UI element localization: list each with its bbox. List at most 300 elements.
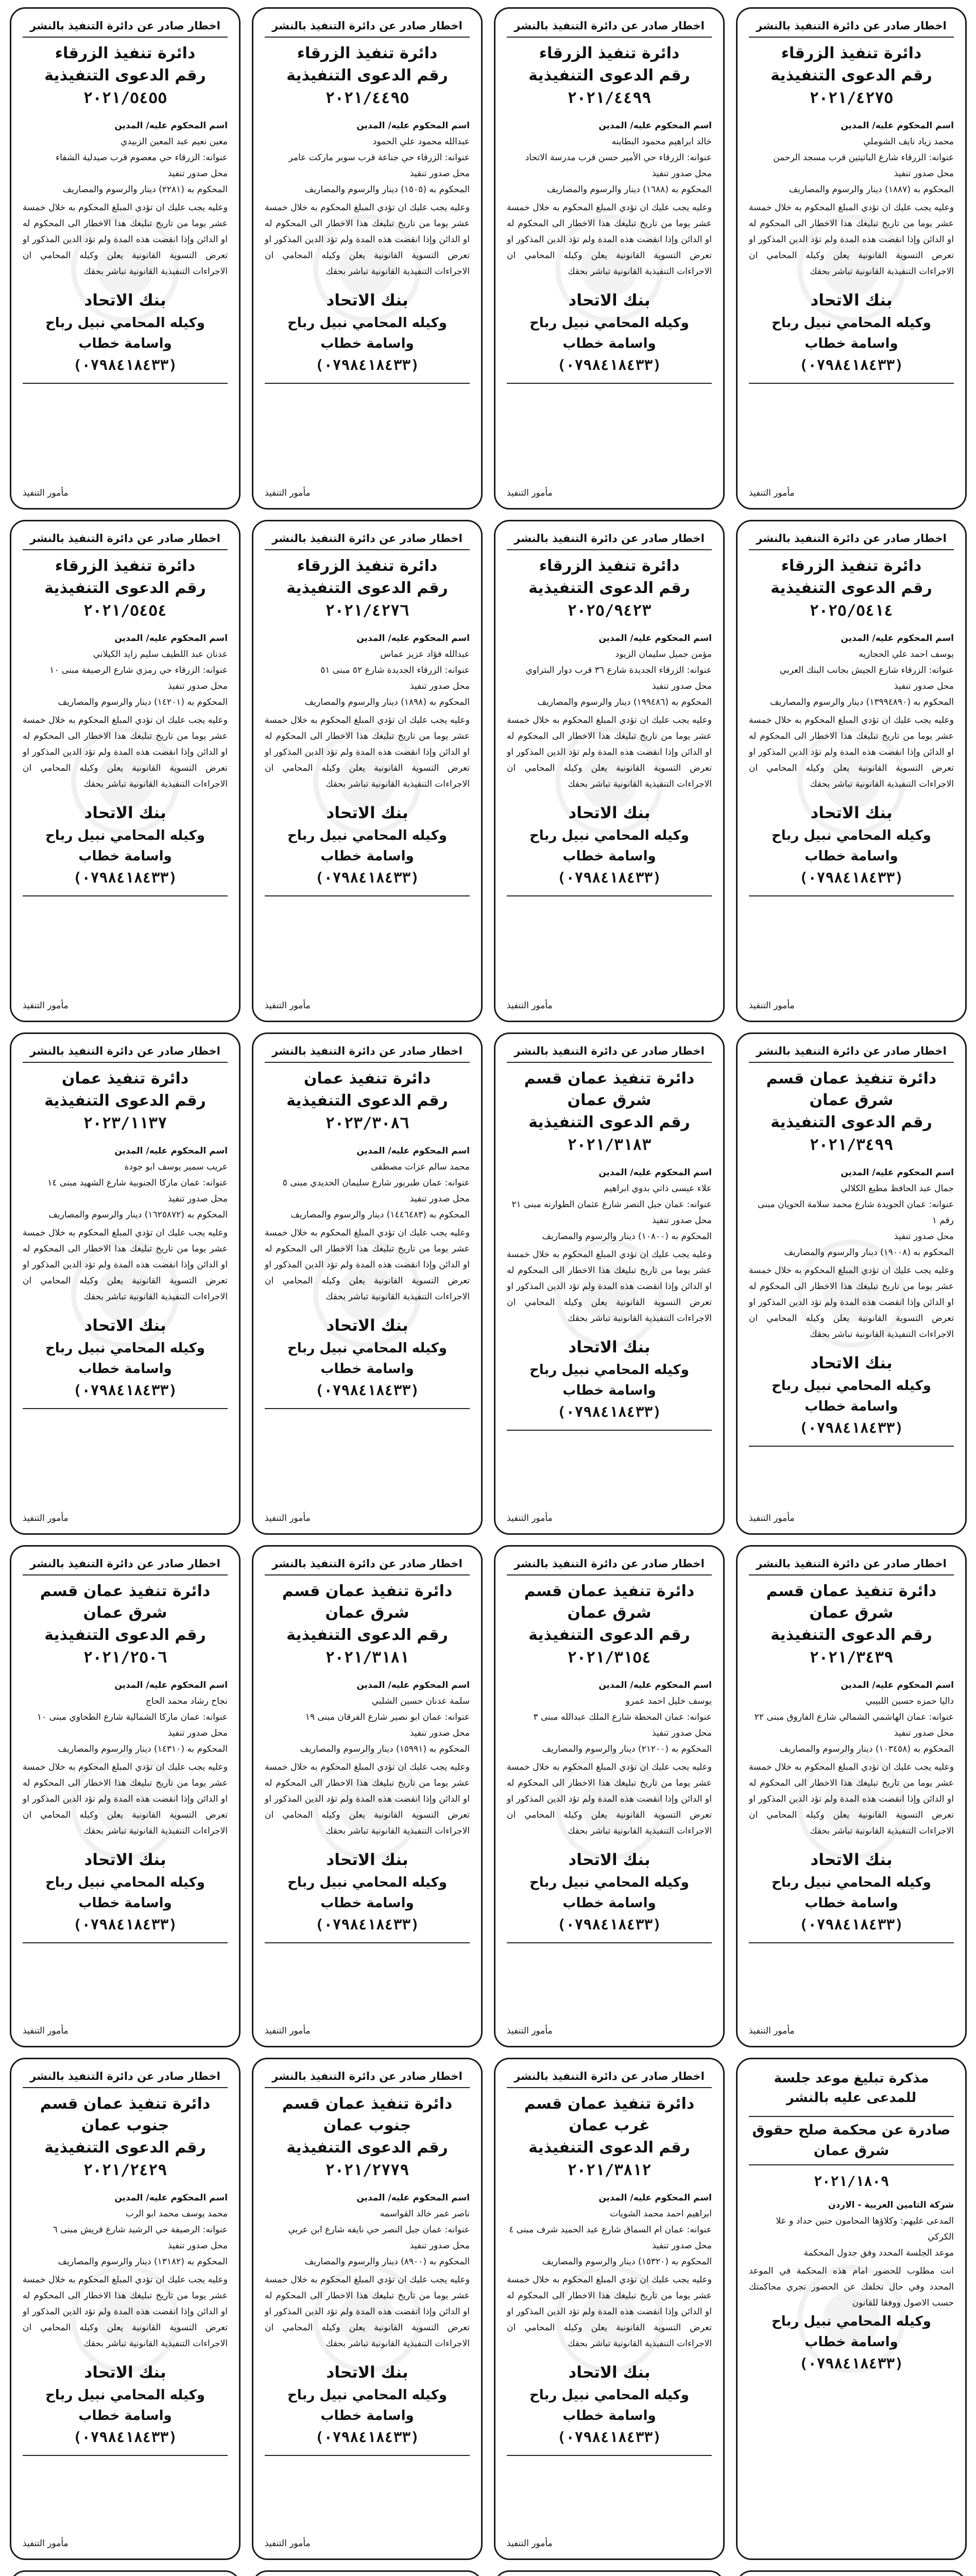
case-label: رقم الدعوى التنفيذية	[770, 1113, 932, 1131]
debtor-name: ناصر عمر خالد القواسمه	[380, 2209, 470, 2219]
notice-title: اخطار صادر عن دائرة التنفيذ بالنشر	[265, 531, 470, 550]
notice-title: اخطار صادر عن دائرة التنفيذ بالنشر	[507, 2069, 712, 2088]
place-label: محل صدور تنفيذ	[652, 2241, 712, 2251]
legal-notice	[494, 2058, 725, 2560]
phone-number: (٠٧٩٨٤١٨٤٣٣)	[315, 1382, 420, 1399]
notice-body: وعليه يجب عليك ان تؤدي المبلغ المحكوم به خلال خمسة عشر يوما من تاريخ تبليغك هذا الاخطار الى المحكوم له او الدائن وإذا انقضت هذه المدة ولم تؤد الدين المذكور او تعرض التسوية القانونية يعلن وكيله المحامي ان الاجراءات التنفيذية القانونية تباشر بحقك	[23, 1762, 228, 1836]
legal-notice	[494, 7, 725, 510]
place-label: محل صدور تنفيذ	[167, 1728, 228, 1738]
case-number: ٢٠٢٣/٣٠٨٦	[325, 1114, 409, 1132]
legal-notice	[252, 1032, 483, 1535]
place-label: محل صدور تنفيذ	[652, 168, 712, 179]
place-label: محل صدور تنفيذ	[409, 2241, 470, 2251]
lawyer-name: وكيله المحامي نبيل رباح واسامة خطاب	[45, 1341, 205, 1377]
department-name: دائرة تنفيذ الزرقاء	[539, 557, 680, 575]
place-label: محل صدور تنفيذ	[167, 1194, 228, 1204]
debtor-address: عنوانه: الزرقاء شارع الجيش بجانب البنك العربي	[779, 665, 954, 675]
bank-name: بنك الاتحاد	[84, 1316, 166, 1335]
notice-title: اخطار صادر عن دائرة التنفيذ بالنشر	[23, 18, 228, 38]
notice-body: وعليه يجب عليك ان تؤدي المبلغ المحكوم به خلال خمسة عشر يوما من تاريخ تبليغك هذا الاخطار الى المحكوم له او الدائن وإذا انقضت هذه المدة ولم تؤد الدين المذكور او تعرض التسوية القانونية يعلن وكيله المحامي ان الاجراءات التنفيذية القانونية تباشر بحقك	[265, 1228, 470, 1302]
debtor-label: اسم المحكوم عليه/ المدين	[114, 633, 228, 643]
amount-text: المحكوم به (٢٢٨١) دينار والرسوم والمصاريف	[62, 184, 228, 195]
debtor-label: اسم المحكوم عليه/ المدين	[841, 1680, 954, 1690]
footer-officer: مأمور التنفيذ	[749, 1001, 795, 1011]
hearing-date: موعد الجلسة المحدد وفق جدول المحكمة	[803, 2248, 954, 2258]
divider	[265, 895, 470, 896]
footer-officer: مأمور التنفيذ	[23, 1513, 69, 1523]
case-label: رقم الدعوى التنفيذية	[770, 66, 932, 84]
notice-body: وعليه يجب عليك ان تؤدي المبلغ المحكوم به خلال خمسة عشر يوما من تاريخ تبليغك هذا الاخطار الى المحكوم له او الدائن وإذا انقضت هذه المدة ولم تؤد الدين المذكور او تعرض التسوية القانونية يعلن وكيله المحامي ان الاجراءات التنفيذية القانونية تباشر بحقك	[23, 1228, 228, 1302]
notice-title: اخطار صادر عن دائرة التنفيذ بالنشر	[265, 2069, 470, 2088]
debtor-address: عنوانه: الزرقاء حي معصوم قرب صيدلية الشفاء	[56, 152, 228, 163]
case-number: ٢٠٢٥/٥٤١٤	[809, 602, 894, 620]
divider	[265, 2455, 470, 2456]
case-label: رقم الدعوى التنفيذية	[44, 2139, 206, 2157]
case-label: رقم الدعوى التنفيذية	[44, 1626, 206, 1644]
divider	[23, 383, 228, 384]
case-label: رقم الدعوى التنفيذية	[770, 579, 932, 597]
legal-notice	[736, 1545, 967, 2047]
notice-title: اخطار صادر عن دائرة التنفيذ بالنشر	[265, 1556, 470, 1575]
case-label: رقم الدعوى التنفيذية	[528, 66, 690, 84]
footer-officer: مأمور التنفيذ	[265, 1001, 311, 1011]
notice-title: مذكرة تبليغ موعد جلسة للمدعى عليه بالنشر	[774, 2071, 929, 2106]
debtor-address: عنوانه: عمان الهاشمي الشمالي شارع الفاروق مبنى ٢٢	[754, 1712, 954, 1722]
lawyer-name: وكيله المحامي نبيل رباح واسامة خطاب	[772, 1875, 931, 1911]
legal-notice	[10, 2570, 241, 2576]
footer-officer: مأمور التنفيذ	[507, 1001, 553, 1011]
debtor-name: محمد سالم عزات مصطفى	[371, 1162, 470, 1172]
footer-officer: مأمور التنفيذ	[265, 1513, 311, 1523]
case-number: ٢٠٢١/٤٤٩٥	[325, 89, 409, 107]
notice-body: وعليه يجب عليك ان تؤدي المبلغ المحكوم به خلال خمسة عشر يوما من تاريخ تبليغك هذا الاخطار الى المحكوم له او الدائن وإذا انقضت هذه المدة ولم تؤد الدين المذكور او تعرض التسوية القانونية يعلن وكيله المحامي ان الاجراءات التنفيذية القانونية تباشر بحقك	[749, 1265, 954, 1340]
lawyer-name: وكيله المحامي نبيل رباح واسامة خطاب	[287, 315, 447, 351]
footer-officer: مأمور التنفيذ	[749, 1513, 795, 1523]
divider	[23, 2455, 228, 2456]
notice-body: وعليه يجب عليك ان تؤدي المبلغ المحكوم به خلال خمسة عشر يوما من تاريخ تبليغك هذا الاخطار الى المحكوم له او الدائن وإذا انقضت هذه المدة ولم تؤد الدين المذكور او تعرض التسوية القانونية يعلن وكيله المحامي ان الاجراءات التنفيذية القانونية تباشر بحقك	[507, 202, 712, 277]
legal-notice	[252, 7, 483, 510]
lawyer-name: وكيله المحامي نبيل رباح واسامة خطاب	[287, 2387, 447, 2424]
department-name: دائرة تنفيذ عمان قسم شرق عمان	[524, 1070, 695, 1109]
debtor-address: عنوانه: عمان ماركا الجنوبية شارع الشهيد مبنى ١٤	[47, 1178, 228, 1188]
notice-body: وعليه يجب عليك ان تؤدي المبلغ المحكوم به خلال خمسة عشر يوما من تاريخ تبليغك هذا الاخطار الى المحكوم له او الدائن وإذا انقضت هذه المدة ولم تؤد الدين المذكور او تعرض التسوية القانونية يعلن وكيله المحامي ان الاجراءات التنفيذية القانونية تباشر بحقك	[265, 202, 470, 277]
debtor-label: اسم المحكوم عليه/ المدين	[598, 121, 712, 131]
footer-officer: مأمور التنفيذ	[265, 2538, 311, 2549]
phone-number: (٠٧٩٨٤١٨٤٣٣)	[557, 357, 662, 374]
legal-notice	[736, 520, 967, 1022]
notice-body: وعليه يجب عليك ان تؤدي المبلغ المحكوم به خلال خمسة عشر يوما من تاريخ تبليغك هذا الاخطار الى المحكوم له او الدائن وإذا انقضت هذه المدة ولم تؤد الدين المذكور او تعرض التسوية القانونية يعلن وكيله المحامي ان الاجراءات التنفيذية القانونية تباشر بحقك	[265, 715, 470, 789]
divider	[507, 1430, 712, 1431]
case-number: ٢٠٢١/٤٢٧٥	[809, 89, 894, 107]
case-number: ٢٠٢١/٤٢٧٦	[325, 602, 409, 620]
debtor-label: اسم المحكوم عليه/ المدين	[598, 2193, 712, 2203]
divider	[507, 2455, 712, 2456]
legal-notice	[736, 2570, 967, 2576]
bank-name: بنك الاتحاد	[84, 291, 166, 310]
case-label: رقم الدعوى التنفيذية	[44, 1092, 206, 1110]
footer-officer: مأمور التنفيذ	[749, 2026, 795, 2036]
footer-officer: مأمور التنفيذ	[265, 488, 311, 498]
debtor-address: عنوانه: الزرقاء حي رمزي شارع الرصيفة مبنى ١٠	[49, 665, 228, 675]
department-name: دائرة تنفيذ عمان قسم شرق عمان	[766, 1582, 937, 1622]
amount-text: المحكوم به (١٠٨٠٠) دينار والرسوم والمصاريف	[542, 1231, 712, 1242]
debtor-label: اسم المحكوم عليه/ المدين	[356, 121, 470, 131]
lawyer-name: وكيله المحامي نبيل رباح واسامة خطاب	[529, 315, 689, 351]
debtor-label: اسم المحكوم عليه/ المدين	[114, 2193, 228, 2203]
case-label: رقم الدعوى التنفيذية	[286, 1092, 448, 1110]
bank-name: بنك الاتحاد	[84, 2363, 166, 2382]
case-number: ٢٠٢٥/٩٤٢٣	[567, 602, 652, 620]
case-label: رقم الدعوى التنفيذية	[528, 1626, 690, 1644]
place-label: محل صدور تنفيذ	[652, 681, 712, 691]
case-label: رقم الدعوى التنفيذية	[44, 66, 206, 84]
bank-name: بنك الاتحاد	[568, 804, 650, 822]
phone-number: (٠٧٩٨٤١٨٤٣٣)	[315, 2429, 420, 2446]
amount-text: المحكوم به (١٥٩٩١) دينار والرسوم والمصاريف	[300, 1744, 470, 1754]
notice-body: وعليه يجب عليك ان تؤدي المبلغ المحكوم به خلال خمسة عشر يوما من تاريخ تبليغك هذا الاخطار الى المحكوم له او الدائن وإذا انقضت هذه المدة ولم تؤد الدين المذكور او تعرض التسوية القانونية يعلن وكيله المحامي ان الاجراءات التنفيذية القانونية تباشر بحقك	[507, 1762, 712, 1836]
debtor-name: سلمة عدنان حسين الشلبي	[371, 1696, 470, 1706]
bank-name: بنك الاتحاد	[810, 1354, 893, 1372]
party-name: شركة التامين العربية - الاردن	[828, 2200, 954, 2210]
legal-notice	[10, 7, 241, 510]
notice-title: اخطار صادر عن دائرة التنفيذ بالنشر	[23, 1556, 228, 1575]
debtor-name: يوسف خليل احمد عمرو	[625, 1696, 712, 1706]
debtor-name: ابراهيم احمد محمد الشويات	[610, 2209, 712, 2219]
bank-name: بنك الاتحاد	[810, 804, 893, 822]
notice-title: اخطار صادر عن دائرة التنفيذ بالنشر	[507, 531, 712, 550]
place-label: محل صدور تنفيذ	[652, 1728, 712, 1738]
place-label: محل صدور تنفيذ	[894, 681, 954, 691]
footer-officer: مأمور التنفيذ	[507, 2026, 553, 2036]
lawyer-name: وكيله المحامي نبيل رباح واسامة خطاب	[529, 1875, 689, 1911]
notice-body: وعليه يجب عليك ان تؤدي المبلغ المحكوم به خلال خمسة عشر يوما من تاريخ تبليغك هذا الاخطار الى المحكوم له او الدائن وإذا انقضت هذه المدة ولم تؤد الدين المذكور او تعرض التسوية القانونية يعلن وكيله المحامي ان الاجراءات التنفيذية القانونية تباشر بحقك	[23, 715, 228, 789]
debtor-name: علاء عيسى ذاتي بدوي ابراهيم	[604, 1183, 712, 1194]
department-name: دائرة تنفيذ الزرقاء	[55, 44, 196, 62]
phone-number: (٠٧٩٨٤١٨٤٣٣)	[557, 1403, 662, 1420]
notice-title: اخطار صادر عن دائرة التنفيذ بالنشر	[507, 18, 712, 38]
phone-number: (٠٧٩٨٤١٨٤٣٣)	[799, 357, 904, 374]
case-label: رقم الدعوى التنفيذية	[528, 579, 690, 597]
debtor-name: عبدالله فؤاد عزيز عماس	[380, 649, 470, 659]
legal-notice	[736, 1032, 967, 1535]
place-label: محل صدور تنفيذ	[167, 168, 228, 179]
department-name: دائرة تنفيذ عمان قسم شرق عمان	[766, 1070, 937, 1109]
notice-title: اخطار صادر عن دائرة التنفيذ بالنشر	[23, 1043, 228, 1063]
legal-notice	[736, 2058, 967, 2560]
bank-name: بنك الاتحاد	[810, 1851, 893, 1869]
case-number: ٢٠٢٣/١١٣٧	[83, 1114, 167, 1132]
divider	[265, 1942, 470, 1943]
notice-title: اخطار صادر عن دائرة التنفيذ بالنشر	[749, 531, 954, 550]
legal-notice	[736, 7, 967, 510]
department-name: دائرة تنفيذ عمان قسم جنوب عمان	[282, 2095, 453, 2134]
case-number: ٢٠٢١/٣٤٩٩	[809, 1136, 894, 1154]
legal-notice	[10, 520, 241, 1022]
place-label: محل صدور تنفيذ	[409, 681, 470, 691]
debtor-address: عنوانه: عمان الجويدة شارع محمد سلامة الحويان مبنى رقم ١	[758, 1199, 954, 1226]
notice-body: انت مطلوب للحضور امام هذه المحكمة في الموعد المحدد وفي حال تخلفك عن الحضور تجري محاكمتك حسب الاصول ووفقا للقانون	[749, 2266, 954, 2308]
debtor-name: محمد يوسف محمد ابو الرب	[125, 2209, 228, 2219]
case-number: ٢٠٢١/٣١٨١	[325, 1649, 409, 1667]
notice-body: وعليه يجب عليك ان تؤدي المبلغ المحكوم به خلال خمسة عشر يوما من تاريخ تبليغك هذا الاخطار الى المحكوم له او الدائن وإذا انقضت هذه المدة ولم تؤد الدين المذكور او تعرض التسوية القانونية يعلن وكيله المحامي ان الاجراءات التنفيذية القانونية تباشر بحقك	[507, 1249, 712, 1324]
notice-title: اخطار صادر عن دائرة التنفيذ بالنشر	[749, 1043, 954, 1063]
place-label: محل صدور تنفيذ	[409, 1728, 470, 1738]
legal-notice	[494, 2570, 725, 2576]
divider	[749, 1446, 954, 1447]
footer-officer: مأمور التنفيذ	[265, 2026, 311, 2036]
amount-text: المحكوم به (١٦٢٥٨٧٢) دينار والرسوم والمصاريف	[48, 1210, 228, 1220]
bank-name: بنك الاتحاد	[326, 1316, 408, 1335]
notice-body: وعليه يجب عليك ان تؤدي المبلغ المحكوم به خلال خمسة عشر يوما من تاريخ تبليغك هذا الاخطار الى المحكوم له او الدائن وإذا انقضت هذه المدة ولم تؤد الدين المذكور او تعرض التسوية القانونية يعلن وكيله المحامي ان الاجراءات التنفيذية القانونية تباشر بحقك	[265, 1762, 470, 1836]
debtor-name: يوسف احمد علي الحجازيه	[859, 649, 954, 659]
footer-officer: مأمور التنفيذ	[23, 1001, 69, 1011]
divider	[23, 1408, 228, 1409]
bank-name: بنك الاتحاد	[84, 804, 166, 822]
bank-name: بنك الاتحاد	[326, 291, 408, 310]
legal-notice	[10, 1545, 241, 2047]
divider	[23, 895, 228, 896]
bank-name: بنك الاتحاد	[568, 1338, 650, 1357]
amount-text: المحكوم به (١٩٩٤٨٦) دينار والرسوم والمصاريف	[537, 697, 712, 707]
divider	[749, 1942, 954, 1943]
department-name: دائرة تنفيذ عمان قسم شرق عمان	[524, 1582, 695, 1622]
divider	[507, 895, 712, 896]
debtor-address: عنوانه: عمان ماركا الشمالية شارع الطحاوي مبنى ١٠	[37, 1712, 228, 1722]
phone-number: (٠٧٩٨٤١٨٤٣٣)	[73, 1382, 178, 1399]
case-number: ٢٠٢١/٣٤٣٩	[809, 1649, 894, 1667]
notice-title: اخطار صادر عن دائرة التنفيذ بالنشر	[23, 531, 228, 550]
debtor-address: عنوانه: عمان المحطة شارع الملك عبدالله مبنى ٣	[533, 1712, 712, 1722]
legal-notice	[494, 1545, 725, 2047]
divider	[749, 895, 954, 896]
notice-title: اخطار صادر عن دائرة التنفيذ بالنشر	[749, 1556, 954, 1575]
case-number: ٢٠٢١/٣١٥٤	[567, 1649, 652, 1667]
department-name: دائرة تنفيذ عمان قسم جنوب عمان	[40, 2095, 211, 2134]
bank-name: بنك الاتحاد	[326, 1851, 408, 1869]
department-name: دائرة تنفيذ الزرقاء	[297, 44, 438, 62]
phone-number: (٠٧٩٨٤١٨٤٣٣)	[799, 1419, 904, 1436]
lawyer-name: وكيله المحامي نبيل رباح واسامة خطاب	[45, 2387, 205, 2424]
bank-name: بنك الاتحاد	[568, 2363, 650, 2382]
notice-title: اخطار صادر عن دائرة التنفيذ بالنشر	[507, 1043, 712, 1063]
case-label: رقم الدعوى التنفيذية	[528, 2139, 690, 2157]
notice-title: اخطار صادر عن دائرة التنفيذ بالنشر	[265, 1043, 470, 1063]
legal-notice	[10, 1032, 241, 1535]
debtor-address: عنوانه: عمان ابو نصير شارع الفرقان مبنى ١٩	[305, 1712, 470, 1722]
notice-title: اخطار صادر عن دائرة التنفيذ بالنشر	[749, 18, 954, 38]
debtor-name: عبدالله محمود علي الحمود	[372, 137, 470, 147]
place-label: محل صدور تنفيذ	[652, 1215, 712, 1226]
debtor-label: اسم المحكوم عليه/ المدين	[356, 1680, 470, 1690]
notice-body: وعليه يجب عليك ان تؤدي المبلغ المحكوم به خلال خمسة عشر يوما من تاريخ تبليغك هذا الاخطار الى المحكوم له او الدائن وإذا انقضت هذه المدة ولم تؤد الدين المذكور او تعرض التسوية القانونية يعلن وكيله المحامي ان الاجراءات التنفيذية القانونية تباشر بحقك	[749, 715, 954, 789]
case-label: رقم الدعوى التنفيذية	[286, 1626, 448, 1644]
lawyer-name: وكيله المحامي نبيل رباح واسامة خطاب	[772, 1378, 931, 1414]
debtor-name: داليا حمزه حسين اللبيبي	[865, 1696, 954, 1706]
bank-name: بنك الاتحاد	[568, 1851, 650, 1869]
debtor-name: جمال عبد الحافظ مطيع الكلالي	[840, 1183, 954, 1194]
phone-number: (٠٧٩٨٤١٨٤٣٣)	[799, 1916, 904, 1933]
notice-title: اخطار صادر عن دائرة التنفيذ بالنشر	[23, 2069, 228, 2088]
department-name: دائرة تنفيذ عمان قسم شرق عمان	[40, 1582, 211, 1622]
notice-body: وعليه يجب عليك ان تؤدي المبلغ المحكوم به خلال خمسة عشر يوما من تاريخ تبليغك هذا الاخطار الى المحكوم له او الدائن وإذا انقضت هذه المدة ولم تؤد الدين المذكور او تعرض التسوية القانونية يعلن وكيله المحامي ان الاجراءات التنفيذية القانونية تباشر بحقك	[265, 2275, 470, 2349]
amount-text: المحكوم به (١٩٠٠٨) دينار والرسوم والمصاريف	[784, 1247, 954, 1258]
case-label: رقم الدعوى التنفيذية	[770, 1626, 932, 1644]
debtor-address: عنوانه: عمان جبل النصر شارع عثمان الطوارنه مبنى ٢١	[511, 1199, 712, 1210]
footer-officer: مأمور التنفيذ	[23, 2026, 69, 2036]
amount-text: المحكوم به (١٥٠٥) دينار والرسوم والمصاريف	[304, 184, 470, 195]
amount-text: المحكوم به (١٨٩٨) دينار والرسوم والمصاريف	[304, 697, 470, 707]
case-number: ٢٠٢١/٥٤٥٥	[83, 89, 167, 107]
notice-body: وعليه يجب عليك ان تؤدي المبلغ المحكوم به خلال خمسة عشر يوما من تاريخ تبليغك هذا الاخطار الى المحكوم له او الدائن وإذا انقضت هذه المدة ولم تؤد الدين المذكور او تعرض التسوية القانونية يعلن وكيله المحامي ان الاجراءات التنفيذية القانونية تباشر بحقك	[749, 1762, 954, 1836]
case-number: ٢٠٢١/٤٤٩٩	[567, 89, 652, 107]
case-number: ٢٠٢١/٣١٨٣	[567, 1136, 652, 1154]
bank-name: بنك الاتحاد	[84, 1851, 166, 1869]
divider	[749, 383, 954, 384]
footer-officer: مأمور التنفيذ	[507, 2538, 553, 2549]
debtor-address: عنوانه: الزرقاء الجديدة شارع ٥٢ مبنى ٥١	[320, 665, 470, 675]
amount-text: المحكوم به (١٨٨٧) دينار والرسوم والمصاريف	[789, 184, 954, 195]
lawyer-name: وكيله المحامي نبيل رباح واسامة خطاب	[529, 828, 689, 864]
department-name: دائرة تنفيذ الزرقاء	[781, 557, 922, 575]
divider	[265, 383, 470, 384]
notice-body: وعليه يجب عليك ان تؤدي المبلغ المحكوم به خلال خمسة عشر يوما من تاريخ تبليغك هذا الاخطار الى المحكوم له او الدائن وإذا انقضت هذه المدة ولم تؤد الدين المذكور او تعرض التسوية القانونية يعلن وكيله المحامي ان الاجراءات التنفيذية القانونية تباشر بحقك	[749, 202, 954, 277]
phone-number: (٠٧٩٨٤١٨٤٣٣)	[315, 869, 420, 886]
footer-officer: مأمور التنفيذ	[23, 488, 69, 498]
legal-notice	[252, 1545, 483, 2047]
debtor-label: اسم المحكوم عليه/ المدين	[841, 121, 954, 131]
department-name: دائرة تنفيذ عمان قسم شرق عمان	[282, 1582, 453, 1622]
notices-grid	[9, 7, 967, 2576]
bank-name: بنك الاتحاد	[326, 2363, 408, 2382]
debtor-label: اسم المحكوم عليه/ المدين	[841, 633, 954, 643]
debtor-address: عنوانه: عمان جبل النصر حي نايفه شارع ابن عربي	[288, 2225, 470, 2235]
footer-officer: مأمور التنفيذ	[507, 488, 553, 498]
lawyer-name: وكيله المحامي نبيل رباح واسامة خطاب	[529, 2387, 689, 2424]
place-label: محل صدور تنفيذ	[894, 1231, 954, 1242]
case-label: رقم الدعوى التنفيذية	[44, 579, 206, 597]
place-label: محل صدور تنفيذ	[409, 1194, 470, 1204]
bank-name: بنك الاتحاد	[568, 291, 650, 310]
case-number: ٢٠٢١/٣٨١٢	[567, 2161, 652, 2179]
case-number: ٢٠٢١/٢٧٧٩	[325, 2161, 409, 2179]
place-label: محل صدور تنفيذ	[409, 168, 470, 179]
place-label: محل صدور تنفيذ	[894, 168, 954, 179]
case-number: ٢٠٢١/٥٤٥٤	[83, 602, 167, 620]
debtor-name: محمد زياد نايف الشوملي	[863, 137, 954, 147]
debtor-name: نجاح رشاد محمد الحاج	[145, 1696, 228, 1706]
lawyer-name: وكيله المحامي نبيل رباح واسامة خطاب	[287, 1341, 447, 1377]
case-label: رقم الدعوى التنفيذية	[286, 66, 448, 84]
amount-text: المحكوم به (١٣٩٩٤٨٩٠) دينار والرسوم والمصاريف	[770, 697, 954, 707]
amount-text: المحكوم به (١٥٣٢٠) دينار والرسوم والمصاريف	[542, 2257, 712, 2267]
footer-officer: مأمور التنفيذ	[749, 488, 795, 498]
debtor-label: اسم المحكوم عليه/ المدين	[114, 1680, 228, 1690]
amount-text: المحكوم به (١٤٢٠١) دينار والرسوم والمصاريف	[58, 697, 228, 707]
phone-number: (٠٧٩٨٤١٨٤٣٣)	[315, 357, 420, 374]
department-name: دائرة تنفيذ الزرقاء	[297, 557, 438, 575]
divider	[23, 1942, 228, 1943]
amount-text: المحكوم به (١٣١٨٢) دينار والرسوم والمصاريف	[58, 2257, 228, 2267]
divider	[507, 1942, 712, 1943]
notice-body: وعليه يجب عليك ان تؤدي المبلغ المحكوم به خلال خمسة عشر يوما من تاريخ تبليغك هذا الاخطار الى المحكوم له او الدائن وإذا انقضت هذه المدة ولم تؤد الدين المذكور او تعرض التسوية القانونية يعلن وكيله المحامي ان الاجراءات التنفيذية القانونية تباشر بحقك	[23, 202, 228, 277]
phone-number: (٠٧٩٨٤١٨٤٣٣)	[557, 1916, 662, 1933]
place-label: محل صدور تنفيذ	[894, 1728, 954, 1738]
amount-text: المحكوم به (٨٩٠٠) دينار والرسوم والمصاريف	[304, 2257, 470, 2267]
bank-name: بنك الاتحاد	[810, 291, 893, 310]
lawyer-name: وكيله المحامي نبيل رباح واسامة خطاب	[287, 828, 447, 864]
legal-notice	[252, 2058, 483, 2560]
lawyer-name: وكيله المحامي نبيل رباح واسامة خطاب	[772, 2314, 931, 2350]
phone-number: (٠٧٩٨٤١٨٤٣٣)	[799, 869, 904, 886]
debtor-name: عريب سمير يوسف ابو جودة	[124, 1162, 228, 1172]
department-name: دائرة تنفيذ عمان قسم غرب عمان	[524, 2095, 695, 2134]
debtor-label: اسم المحكوم عليه/ المدين	[598, 1167, 712, 1178]
legal-notice	[10, 2058, 241, 2560]
debtor-label: اسم المحكوم عليه/ المدين	[356, 633, 470, 643]
notice-body: وعليه يجب عليك ان تؤدي المبلغ المحكوم به خلال خمسة عشر يوما من تاريخ تبليغك هذا الاخطار الى المحكوم له او الدائن وإذا انقضت هذه المدة ولم تؤد الدين المذكور او تعرض التسوية القانونية يعلن وكيله المحامي ان الاجراءات التنفيذية القانونية تباشر بحقك	[23, 2275, 228, 2349]
lawyer-name: وكيله المحامي نبيل رباح واسامة خطاب	[45, 828, 205, 864]
legal-notice	[494, 520, 725, 1022]
debtor-label: اسم المحكوم عليه/ المدين	[841, 1167, 954, 1178]
debtor-label: اسم المحكوم عليه/ المدين	[356, 1146, 470, 1156]
legal-notice	[252, 520, 483, 1022]
court-name: صادرة عن محكمة صلح حقوق شرق عمان	[749, 2116, 954, 2165]
phone-number: (٠٧٩٨٤١٨٤٣٣)	[315, 1916, 420, 1933]
phone-number: (٠٧٩٨٤١٨٤٣٣)	[799, 2355, 904, 2372]
debtor-label: اسم المحكوم عليه/ المدين	[114, 121, 228, 131]
lawyer-name: وكيله المحامي نبيل رباح واسامة خطاب	[45, 1875, 205, 1911]
debtor-address: عنوانه: الرصيفة حي الرشيد شارع قريش مبنى ٦	[53, 2225, 228, 2235]
place-label: محل صدور تنفيذ	[167, 681, 228, 691]
amount-text: المحكوم به (١٤٣١٠) دينار والرسوم والمصاريف	[58, 1744, 228, 1754]
debtor-name: مؤمن جميل سليمان الزيود	[615, 649, 712, 659]
phone-number: (٠٧٩٨٤١٨٤٣٣)	[73, 1916, 178, 1933]
debtor-label: اسم المحكوم عليه/ المدين	[356, 2193, 470, 2203]
debtor-label: اسم المحكوم عليه/ المدين	[114, 1146, 228, 1156]
case-label: رقم الدعوى التنفيذية	[286, 579, 448, 597]
debtor-name: خالد ابراهيم محمود البطاينه	[611, 137, 712, 147]
footer-officer: مأمور التنفيذ	[23, 2538, 69, 2549]
debtor-address: عنوانه: الزرقاء حي الأمير حسن قرب مدرسة الاتحاد	[525, 152, 712, 163]
case-label: رقم الدعوى التنفيذية	[286, 2139, 448, 2157]
case-label: رقم الدعوى التنفيذية	[528, 1113, 690, 1131]
department-name: دائرة تنفيذ عمان	[303, 1070, 431, 1088]
amount-text: المحكوم به (١٠٣٤٥٨) دينار والرسوم والمصاريف	[779, 1744, 954, 1754]
lawyer-name: وكيله المحامي نبيل رباح واسامة خطاب	[45, 315, 205, 351]
lawyer-name: وكيله المحامي نبيل رباح واسامة خطاب	[529, 1362, 689, 1398]
debtor-name: معين نعيم عبد المعين الزبيدي	[121, 137, 228, 147]
department-name: دائرة تنفيذ الزرقاء	[55, 557, 196, 575]
notice-title: اخطار صادر عن دائرة التنفيذ بالنشر	[265, 18, 470, 38]
amount-text: المحكوم به (١٤٤٦٤٨٣) دينار والرسوم والمصاريف	[290, 1210, 470, 1220]
place-label: محل صدور تنفيذ	[167, 2241, 228, 2251]
debtor-label: اسم المحكوم عليه/ المدين	[598, 633, 712, 643]
lawyer-name: وكيله المحامي نبيل رباح واسامة خطاب	[287, 1875, 447, 1911]
legal-notice	[494, 1032, 725, 1535]
phone-number: (٠٧٩٨٤١٨٤٣٣)	[73, 357, 178, 374]
department-name: دائرة تنفيذ الزرقاء	[781, 44, 922, 62]
debtor-label: اسم المحكوم عليه/ المدين	[598, 1680, 712, 1690]
legal-notice	[252, 2570, 483, 2576]
party-address: المدعى عليهم: وكلاؤها المحامون حنين حداد و علا الكركي	[776, 2216, 954, 2242]
department-name: دائرة تنفيذ الزرقاء	[539, 44, 680, 62]
phone-number: (٠٧٩٨٤١٨٤٣٣)	[73, 2429, 178, 2446]
phone-number: (٠٧٩٨٤١٨٤٣٣)	[557, 2429, 662, 2446]
notice-body: وعليه يجب عليك ان تؤدي المبلغ المحكوم به خلال خمسة عشر يوما من تاريخ تبليغك هذا الاخطار الى المحكوم له او الدائن وإذا انقضت هذه المدة ولم تؤد الدين المذكور او تعرض التسوية القانونية يعلن وكيله المحامي ان الاجراءات التنفيذية القانونية تباشر بحقك	[507, 2275, 712, 2349]
lawyer-name: وكيله المحامي نبيل رباح واسامة خطاب	[772, 315, 931, 351]
case-number: ٢٠٢١/١٨٠٩	[813, 2174, 889, 2190]
department-name: دائرة تنفيذ عمان	[61, 1070, 189, 1088]
